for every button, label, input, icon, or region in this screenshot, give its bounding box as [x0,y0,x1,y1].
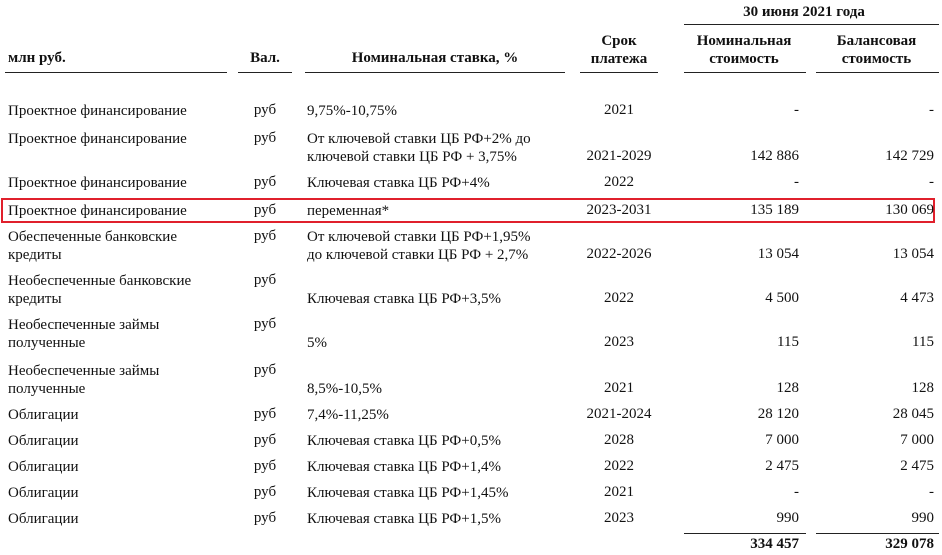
row-name-line: Облигации [8,485,79,501]
row-rate-line: 8,5%-10,5% [307,381,382,397]
row-nominal: 990 [776,510,799,526]
row-rate-line [307,362,382,380]
row-name [8,130,187,148]
row-currency: руб [253,102,277,118]
row-rate [307,102,397,120]
row-term: 2021-2024 [586,406,652,422]
total-rule [684,533,806,534]
row-rate [307,272,501,308]
row-balance: 128 [911,380,934,396]
row-balance: 7 000 [900,432,934,448]
period-rule [684,24,939,25]
row-name [8,102,187,120]
row-rate-line: 7,4%-11,25% [307,407,389,423]
row-name-line: Обеспеченные банковские [8,229,177,245]
row-name-line: Необеспеченные займы [8,363,160,379]
row-name-line: кредиты [8,247,62,263]
row-nominal: 142 886 [750,148,799,164]
row-balance: 990 [911,510,934,526]
row-nominal: - [794,102,799,118]
row-rate-line: От ключевой ставки ЦБ РФ+1,95% [307,229,531,245]
period-header: 30 июня 2021 года [743,4,865,20]
row-term: 2021 [604,484,634,500]
row-rate-line: Ключевая ставка ЦБ РФ+3,5% [307,291,501,307]
row-nominal: 2 475 [765,458,799,474]
row-name-line: полученные [8,381,86,397]
balance-header: Балансовая стоимость [836,33,917,67]
row-nominal: 128 [776,380,799,396]
row-currency: руб [253,406,277,422]
row-balance: - [929,484,934,500]
total-nominal: 334 457 [750,536,799,552]
row-name-line: Проектное финансирование [8,131,187,147]
row-currency: руб [253,510,277,526]
header-rule [238,72,292,73]
row-name-line: Облигации [8,511,79,527]
row-rate-line: От ключевой ставки ЦБ РФ+2% до [307,131,531,147]
row-rate-line: до ключевой ставки ЦБ РФ + 2,7% [307,247,529,263]
row-currency: руб [253,272,277,288]
row-term: 2021 [604,102,634,118]
total-rule [816,533,939,534]
row-rate [307,406,389,424]
row-term: 2023 [604,334,634,350]
row-nominal: 135 189 [750,202,799,218]
row-currency: руб [253,202,277,218]
row-term: 2022 [604,458,634,474]
row-rate-line: Ключевая ставка ЦБ РФ+0,5% [307,433,501,449]
row-term: 2028 [604,432,634,448]
unit-header: млн руб. [8,50,66,66]
row-rate-line: Ключевая ставка ЦБ РФ+1,5% [307,511,501,527]
row-name [8,458,79,476]
row-currency: руб [253,458,277,474]
row-name-line: Облигации [8,459,79,475]
header-rule [305,72,565,73]
row-term: 2022 [604,290,634,306]
rate-header: Номинальная ставка, % [351,50,519,66]
row-term: 2021 [604,380,634,396]
row-currency: руб [253,432,277,448]
header-rule [580,72,658,73]
row-rate [307,130,531,166]
row-name [8,484,79,502]
nominal-header: Номинальная стоимость [696,33,792,67]
row-nominal: 4 500 [765,290,799,306]
row-rate-line: переменная* [307,203,390,219]
row-rate [307,202,389,220]
row-rate-line [307,272,501,290]
row-name [8,174,187,192]
row-nominal: 13 054 [757,246,799,262]
row-rate-line: 5% [307,335,327,351]
row-balance: 4 473 [900,290,934,306]
header-rule [5,72,227,73]
row-term: 2022-2026 [586,246,652,262]
row-name [8,406,79,424]
row-name-line: Проектное финансирование [8,103,187,119]
total-balance: 329 078 [885,536,934,552]
term-header: Срок платежа [590,33,648,67]
row-rate [307,316,327,352]
row-name-line: полученные [8,335,86,351]
row-balance: 28 045 [892,406,934,422]
row-nominal: 115 [777,334,799,350]
header-rule [684,72,806,73]
header-rule [816,72,939,73]
row-balance: 130 069 [885,202,934,218]
row-balance: 13 054 [892,246,934,262]
row-currency: руб [253,174,277,190]
row-rate-line: Ключевая ставка ЦБ РФ+4% [307,175,490,191]
row-rate [307,228,531,264]
row-rate-line [307,316,327,334]
row-term: 2023-2031 [586,202,652,218]
row-name [8,510,79,528]
row-term: 2022 [604,174,634,190]
row-rate-line: 9,75%-10,75% [307,103,397,119]
row-rate [307,362,382,398]
row-rate [307,458,501,476]
row-rate-line: Ключевая ставка ЦБ РФ+1,4% [307,459,501,475]
row-nominal: 7 000 [765,432,799,448]
row-name-line: Проектное финансирование [8,203,187,219]
row-name [8,432,79,450]
row-balance: - [929,174,934,190]
row-term: 2021-2029 [586,148,652,164]
row-name-line: Облигации [8,433,79,449]
row-rate [307,432,501,450]
row-currency: руб [253,316,277,332]
row-currency: руб [253,228,277,244]
row-name [8,228,177,264]
row-name [8,272,191,308]
row-name [8,202,187,220]
row-balance: 142 729 [885,148,934,164]
row-rate [307,510,501,528]
row-nominal: - [794,484,799,500]
row-rate-line: Ключевая ставка ЦБ РФ+1,45% [307,485,509,501]
row-name [8,362,159,398]
row-rate [307,174,490,192]
row-nominal: 28 120 [757,406,799,422]
row-currency: руб [253,362,277,378]
row-balance: - [929,102,934,118]
row-rate-line: ключевой ставки ЦБ РФ + 3,75% [307,149,517,165]
row-name-line: Необеспеченные банковские [8,273,192,289]
row-name-line: кредиты [8,291,62,307]
row-rate [307,484,508,502]
row-nominal: - [794,174,799,190]
row-balance: 115 [912,334,934,350]
row-term: 2023 [604,510,634,526]
row-name-line: Необеспеченные займы [8,317,160,333]
currency-header: Вал. [250,50,280,66]
row-name [8,316,159,352]
row-name-line: Облигации [8,407,79,423]
row-balance: 2 475 [900,458,934,474]
row-currency: руб [253,130,277,146]
row-name-line: Проектное финансирование [8,175,187,191]
row-currency: руб [253,484,277,500]
